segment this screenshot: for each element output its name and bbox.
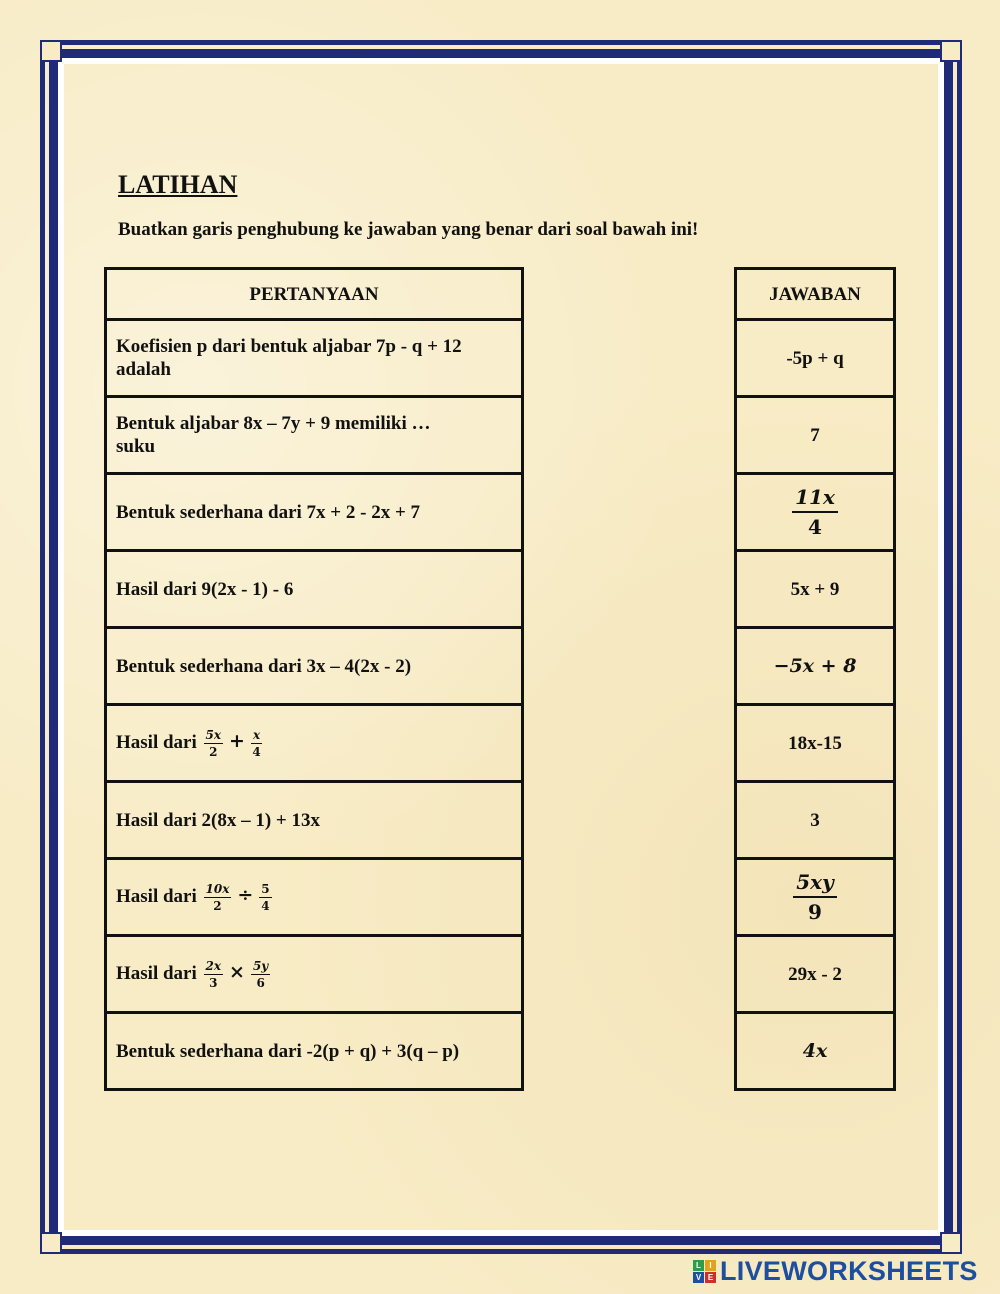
logo-letter-e: E — [705, 1272, 716, 1283]
question-7-text: Hasil dari 2(8x – 1) + 13x — [116, 809, 320, 831]
question-3-text: Bentuk sederhana dari 7x + 2 - 2x + 7 — [116, 501, 421, 523]
answer-5[interactable]: −5x + 8 — [736, 628, 895, 705]
answer-10[interactable]: 4x — [736, 1013, 895, 1090]
answer-1[interactable]: -5p + q — [736, 320, 895, 397]
liveworksheets-logo — [693, 1256, 978, 1286]
question-8-operator: ÷ — [237, 884, 254, 907]
answer-6[interactable]: 18x-15 — [736, 705, 895, 782]
corner-ornament-bottom-right — [940, 1232, 962, 1254]
logo-letter-i: I — [705, 1260, 716, 1271]
question-8[interactable] — [106, 859, 523, 936]
answer-7[interactable]: 3 — [736, 782, 895, 859]
question-6[interactable] — [106, 705, 523, 782]
question-1-line2: adalah — [116, 359, 171, 380]
question-1[interactable] — [106, 320, 523, 397]
question-10-text: Bentuk sederhana dari -2(p + q) + 3(q – p) — [116, 1040, 460, 1062]
answer-8-fraction: $\frac{5xy}{9}$ — [793, 872, 836, 922]
answers-header: JAWABAN — [736, 269, 895, 320]
question-3[interactable] — [106, 474, 523, 551]
question-6-fraction-1: $\frac{5x}{2}$ — [205, 727, 222, 759]
question-9-fraction-2: $\frac{5y}{6}$ — [252, 958, 269, 990]
question-9-fraction-1: $\frac{2x}{3}$ — [205, 958, 222, 990]
answer-3-fraction: $\frac{11x}{4}$ — [792, 487, 838, 537]
liveworksheets-logo-text: LIVEWORKSHEETS — [720, 1255, 978, 1286]
answer-4[interactable]: 5x + 9 — [736, 551, 895, 628]
question-8-fraction-1: $\frac{10x}{2}$ — [205, 881, 230, 913]
question-2-line1: Bentuk aljabar 8x – 7y + 9 memiliki … — [116, 413, 431, 434]
question-4-text: Hasil dari 9(2x - 1) - 6 — [116, 578, 294, 600]
question-10[interactable] — [106, 1013, 523, 1090]
corner-ornament-top-left — [40, 40, 62, 62]
question-2-line2: suku — [116, 436, 156, 457]
answer-9[interactable]: 29x - 2 — [736, 936, 895, 1013]
question-1-line1: Koefisien p dari bentuk aljabar 7p - q + 12 — [116, 336, 462, 357]
answers-table — [734, 267, 896, 1091]
question-6-fraction-2: $\frac{x}{4}$ — [252, 727, 261, 759]
logo-letter-l: L — [693, 1260, 704, 1271]
question-6-operator: + — [229, 730, 245, 753]
question-4[interactable] — [106, 551, 523, 628]
logo-letter-v: V — [693, 1272, 704, 1283]
question-2[interactable] — [106, 397, 523, 474]
answer-8[interactable] — [736, 859, 895, 936]
question-7[interactable] — [106, 782, 523, 859]
question-9[interactable] — [106, 936, 523, 1013]
question-6-prefix: Hasil dari — [116, 731, 197, 753]
answer-2[interactable]: 7 — [736, 397, 895, 474]
question-8-prefix: Hasil dari — [116, 885, 197, 907]
questions-header: PERTANYAAN — [106, 269, 523, 320]
question-8-fraction-2: $\frac{5}{4}$ — [261, 881, 270, 913]
answer-3[interactable] — [736, 474, 895, 551]
corner-ornament-bottom-left — [40, 1232, 62, 1254]
worksheet-title: LATIHAN — [118, 170, 238, 199]
questions-table — [104, 267, 524, 1091]
corner-ornament-top-right — [940, 40, 962, 62]
liveworksheets-logo-icon — [693, 1260, 716, 1283]
question-5[interactable] — [106, 628, 523, 705]
question-9-prefix: Hasil dari — [116, 962, 197, 984]
question-9-operator: × — [229, 961, 245, 984]
worksheet-instruction: Buatkan garis penghubung ke jawaban yang benar dari soal bawah ini! — [118, 219, 699, 240]
question-5-text: Bentuk sederhana dari 3x – 4(2x - 2) — [116, 655, 412, 677]
